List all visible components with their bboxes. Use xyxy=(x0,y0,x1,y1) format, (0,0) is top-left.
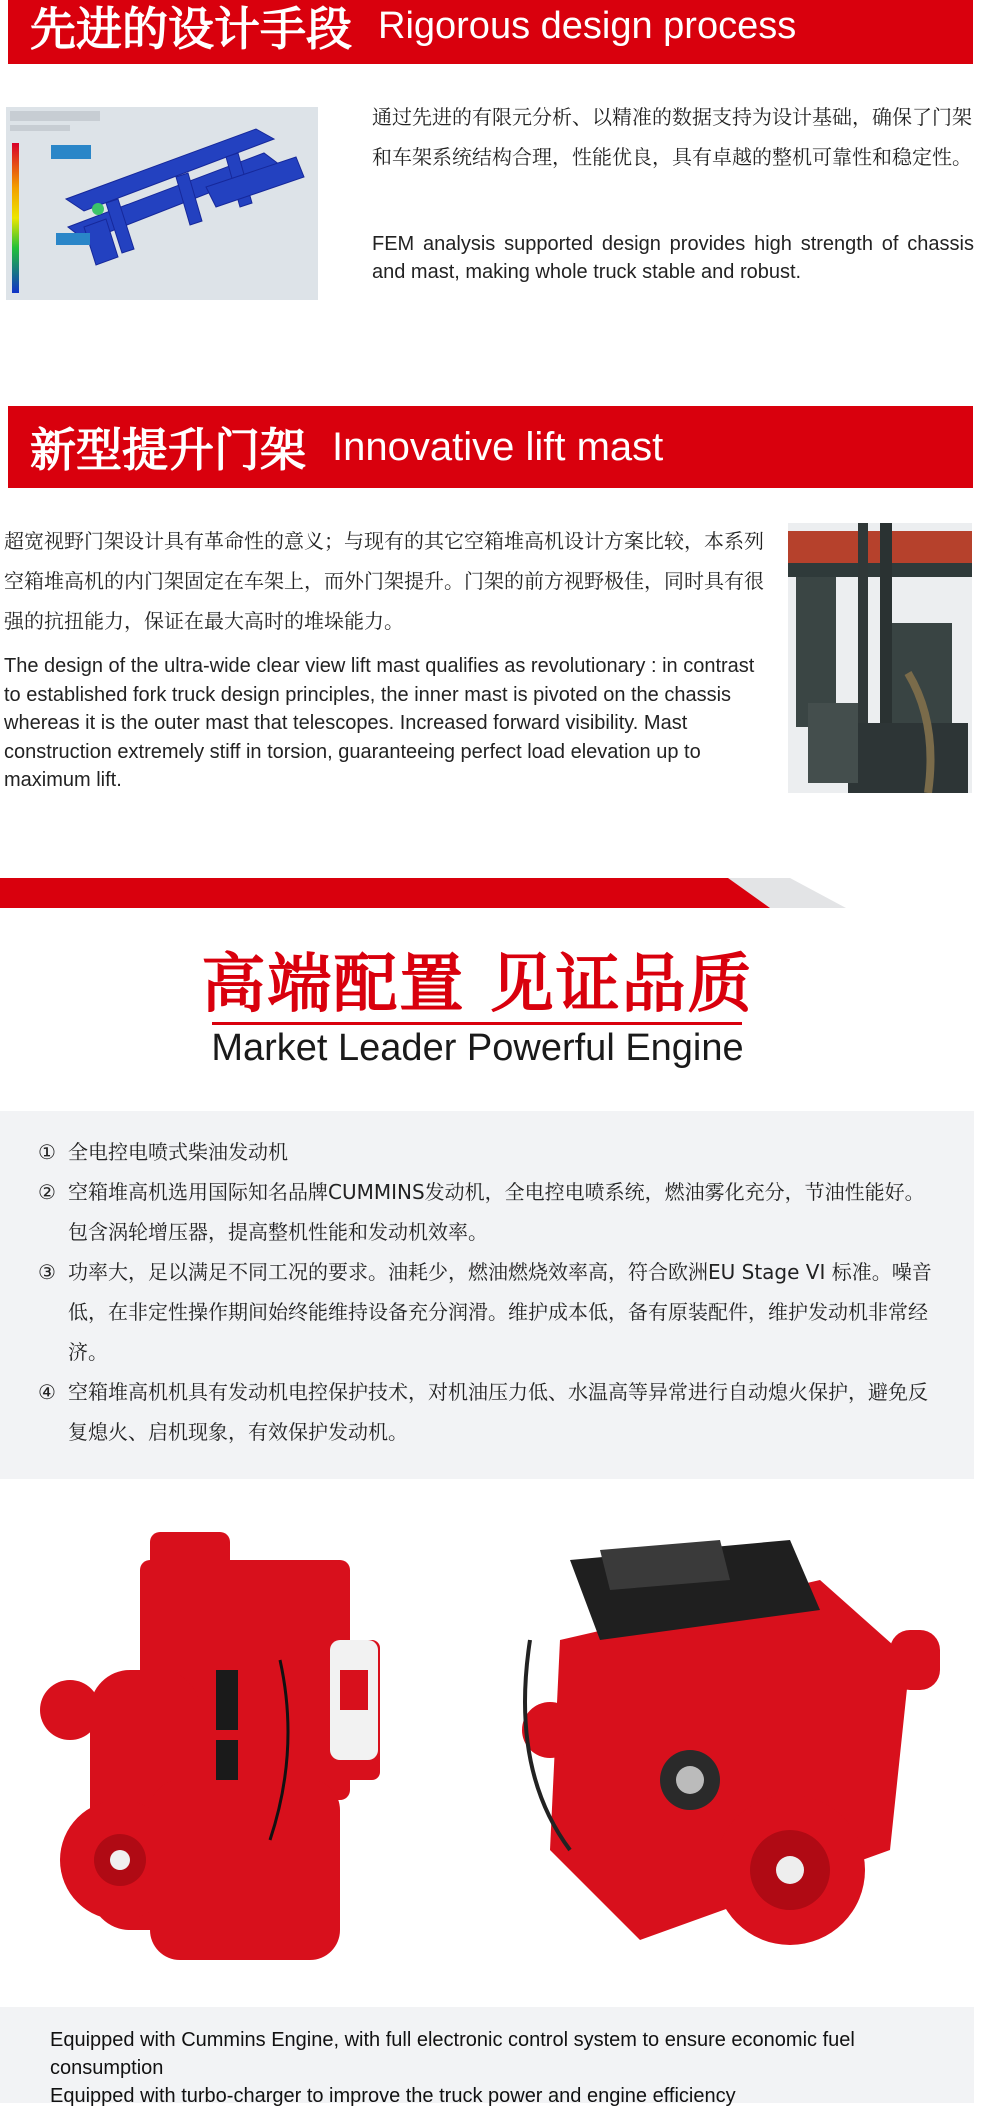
feature-number: ③ xyxy=(38,1260,56,1284)
feature-item xyxy=(38,1172,938,1252)
bottom-text xyxy=(50,2026,950,2110)
cummins-engine-right-image xyxy=(490,1520,950,1990)
mast-text-en: The design of the ultra-wide clear view lift mast qualifies as revolutionary : in contrast to established fork truck design principles, the inner mast is pivoted on the chassis whereas it is the outer mast that telescopes. Increased forward visibility. Mast construction extremely stiff in torsion, guaranteeing perfect load elevation up to maximum lift. xyxy=(4,655,755,791)
design-section-banner xyxy=(8,0,973,64)
feature-number: ② xyxy=(38,1180,56,1204)
feature-number: ④ xyxy=(38,1380,56,1404)
feature-item xyxy=(38,1372,938,1452)
lift-mast-photo xyxy=(788,523,972,793)
design-text-zh: 通过先进的有限元分析、以精准的数据支持为设计基础，确保了门架和车架系统结构合理，性能优良，具有卓越的整机可靠性和稳定性。 xyxy=(372,105,972,169)
fem-analysis-image xyxy=(6,107,318,300)
engine-title-en: Market Leader Powerful Engine xyxy=(211,1027,744,1069)
design-title-zh: 先进的设计手段 xyxy=(30,2,352,56)
mast-title-en: Innovative lift mast xyxy=(332,424,664,469)
cummins-engine-left-image xyxy=(30,1520,470,1990)
mast-text-zh: 超宽视野门架设计具有革命性的意义；与现有的其它空箱堆高机设计方案比较，本系列空箱堆高机的内门架固定在车架上，而外门架提升。门架的前方视野极佳，同时具有很强的抗扭能力，保证在最大高时的堆垛能力。 xyxy=(4,529,764,633)
feature-number: ① xyxy=(38,1140,56,1164)
feature-text: 空箱堆高机选用国际知名品牌CUMMINS发动机，全电控电喷系统，燃油雾化充分，节油性能好。包含涡轮增压器，提高整机性能和发动机效率。 xyxy=(68,1180,925,1244)
feature-item xyxy=(38,1132,938,1172)
feature-text: 全电控电喷式柴油发动机 xyxy=(68,1140,288,1164)
bottom-line: Equipped with Cummins Engine, with full electronic control system to ensure economic fuel consumption xyxy=(50,2029,855,2079)
feature-text: 功率大，足以满足不同工况的要求。油耗少，燃油燃烧效率高，符合欧洲EU Stage VI 标准。噪音低，在非定性操作期间始终能维持设备充分润滑。维护成本低，备有原装配件，维护发动机非常经济。 xyxy=(68,1260,932,1364)
bottom-line: Equipped with turbo-charger to improve the truck power and engine efficiency xyxy=(50,2085,736,2107)
feature-text: 空箱堆高机机具有发动机电控保护技术，对机油压力低、水温高等异常进行自动熄火保护，避免反复熄火、启机现象，有效保护发动机。 xyxy=(68,1380,928,1444)
engine-title-zh: 高端配置 见证品质 xyxy=(201,948,754,1022)
design-text-en: FEM analysis supported design provides high strength of chassis and mast, making whole truck stable and robust. xyxy=(372,233,974,283)
feature-list xyxy=(38,1132,938,1452)
mast-title-zh: 新型提升门架 xyxy=(30,423,306,477)
mast-section-banner xyxy=(8,406,973,488)
feature-item xyxy=(38,1252,938,1372)
section-divider xyxy=(0,878,981,908)
design-title-en: Rigorous design process xyxy=(378,4,797,47)
